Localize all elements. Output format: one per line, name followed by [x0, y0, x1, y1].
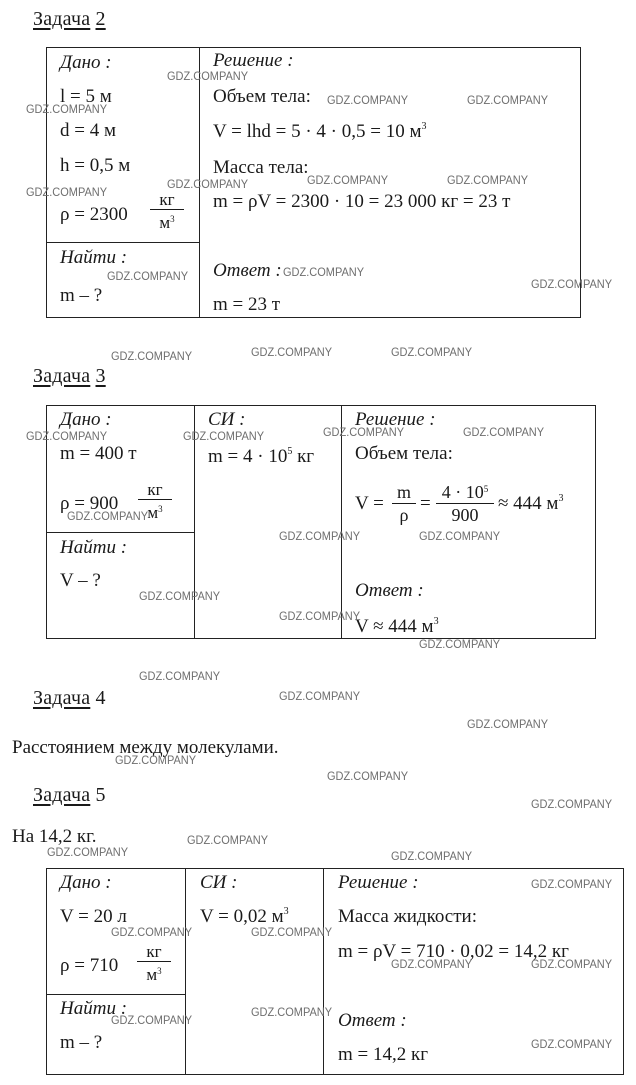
watermark: GDZ.COMPANY: [327, 94, 409, 108]
watermark: GDZ.COMPANY: [111, 350, 193, 364]
watermark: GDZ.COMPANY: [391, 346, 473, 360]
watermark: GDZ.COMPANY: [67, 510, 149, 524]
watermark: GDZ.COMPANY: [183, 430, 265, 444]
watermark: GDZ.COMPANY: [323, 426, 405, 440]
task5-solution-header: Решение :: [338, 872, 419, 893]
task5-sol-eq1: m = ρV = 710 · 0,02 = 14,2 кг: [338, 941, 569, 962]
watermark: GDZ.COMPANY: [531, 878, 613, 892]
task3-find: V – ?: [60, 570, 101, 591]
task2-sol-text2: Масса тела:: [213, 157, 309, 178]
task5-answer-header: Ответ :: [338, 1010, 407, 1031]
watermark: GDZ.COMPANY: [107, 270, 189, 284]
watermark: GDZ.COMPANY: [26, 186, 108, 200]
task5-title: Задача 5: [33, 784, 106, 806]
task3-sol-text1: Объем тела:: [355, 443, 453, 464]
task3-rho-unit: кг $м^3$: [138, 480, 172, 522]
task2-sol-eq2: m = ρV = 2300 · 10 = 23 000 кг = 23 т: [213, 191, 511, 212]
watermark: GDZ.COMPANY: [167, 178, 249, 192]
task5-answer: m = 14,2 кг: [338, 1044, 429, 1065]
task5-given-V: V = 20 л: [60, 906, 127, 927]
watermark: GDZ.COMPANY: [391, 958, 473, 972]
watermark: GDZ.COMPANY: [251, 1006, 333, 1020]
watermark: GDZ.COMPANY: [111, 926, 193, 940]
task3-si-m: $m = 4 \cdot 10^5$ кг: [208, 446, 315, 467]
task3-si-header: СИ :: [208, 409, 246, 430]
task2-answer: m = 23 т: [213, 294, 281, 315]
task5-find-header: Найти :: [60, 998, 128, 1019]
task3-answer: V ≈ 444 $м^3$: [355, 616, 439, 637]
watermark: GDZ.COMPANY: [531, 1038, 613, 1052]
task2-given-rho: ρ = 2300: [60, 204, 128, 225]
task2-sol-text1: Объем тела:: [213, 86, 311, 107]
task2-solution-header: Решение :: [213, 50, 294, 71]
watermark: GDZ.COMPANY: [187, 834, 269, 848]
task4-answer: Расстоянием между молекулами.: [12, 737, 279, 758]
task2-answer-header: Ответ :: [213, 260, 282, 281]
task3-solution-header: Решение :: [355, 409, 436, 430]
watermark: GDZ.COMPANY: [327, 770, 409, 784]
watermark: GDZ.COMPANY: [419, 530, 501, 544]
task2-rho-unit: кг $м^3$: [150, 190, 184, 232]
watermark: GDZ.COMPANY: [447, 174, 529, 188]
task3-answer-header: Ответ :: [355, 580, 424, 601]
task3-frac1: $\frac{m}{\rho}$: [392, 481, 416, 526]
watermark: GDZ.COMPANY: [531, 278, 613, 292]
task3-given-rho: ρ = 900: [60, 493, 119, 514]
watermark: GDZ.COMPANY: [26, 430, 108, 444]
task2-sol-eq1: V = lhd = 5 · 4 · 0,5 = 10 $м^3$: [213, 121, 427, 142]
watermark: GDZ.COMPANY: [307, 174, 389, 188]
task5-given-rho: ρ = 710: [60, 955, 119, 976]
task5-given-header: Дано :: [60, 872, 112, 893]
watermark: GDZ.COMPANY: [463, 426, 545, 440]
task3-frac2: $\frac{4 \cdot 10^5}{900}$: [436, 478, 494, 526]
watermark: GDZ.COMPANY: [391, 850, 473, 864]
watermark: GDZ.COMPANY: [279, 530, 361, 544]
watermark: GDZ.COMPANY: [47, 846, 129, 860]
watermark: GDZ.COMPANY: [139, 670, 221, 684]
watermark: GDZ.COMPANY: [111, 1014, 193, 1028]
watermark: GDZ.COMPANY: [279, 610, 361, 624]
task5-answer-text: На 14,2 кг.: [12, 826, 97, 847]
task3-sol-lhs: V =: [355, 493, 384, 514]
task5-sol-text1: Масса жидкости:: [338, 906, 477, 927]
task2-given-header: Дано :: [60, 52, 112, 73]
watermark: GDZ.COMPANY: [251, 346, 333, 360]
task2-find: m – ?: [60, 285, 103, 306]
watermark: GDZ.COMPANY: [167, 70, 249, 84]
task3-given-m: m = 400 т: [60, 443, 137, 464]
watermark: GDZ.COMPANY: [531, 798, 613, 812]
watermark: GDZ.COMPANY: [279, 690, 361, 704]
watermark: GDZ.COMPANY: [26, 103, 108, 117]
task2-given-l: l = 5 м: [60, 86, 112, 107]
task3-find-header: Найти :: [60, 537, 128, 558]
task3-title: Задача 3: [33, 365, 106, 387]
watermark: GDZ.COMPANY: [419, 638, 501, 652]
task5-si-header: СИ :: [200, 872, 238, 893]
task3-sol-result: ≈ 444 $м^3$: [498, 493, 564, 514]
task2-given-d: d = 4 м: [60, 120, 116, 141]
watermark: GDZ.COMPANY: [467, 94, 549, 108]
watermark: GDZ.COMPANY: [467, 718, 549, 732]
task2-title: Задача 2: [33, 8, 106, 30]
task5-rho-unit: кг $м^3$: [137, 942, 171, 984]
task4-title: Задача 4: [33, 687, 106, 709]
watermark: GDZ.COMPANY: [283, 266, 365, 280]
task2-find-header: Найти :: [60, 247, 128, 268]
watermark: GDZ.COMPANY: [115, 754, 197, 768]
task2-given-h: h = 0,5 м: [60, 155, 131, 176]
task5-find: m – ?: [60, 1032, 103, 1053]
watermark: GDZ.COMPANY: [139, 590, 221, 604]
watermark: GDZ.COMPANY: [251, 926, 333, 940]
task3-sol-eq-sign: =: [420, 493, 431, 514]
watermark: GDZ.COMPANY: [531, 958, 613, 972]
task3-given-header: Дано :: [60, 409, 112, 430]
task5-si-V: V = 0,02 $м^3$: [200, 906, 289, 927]
